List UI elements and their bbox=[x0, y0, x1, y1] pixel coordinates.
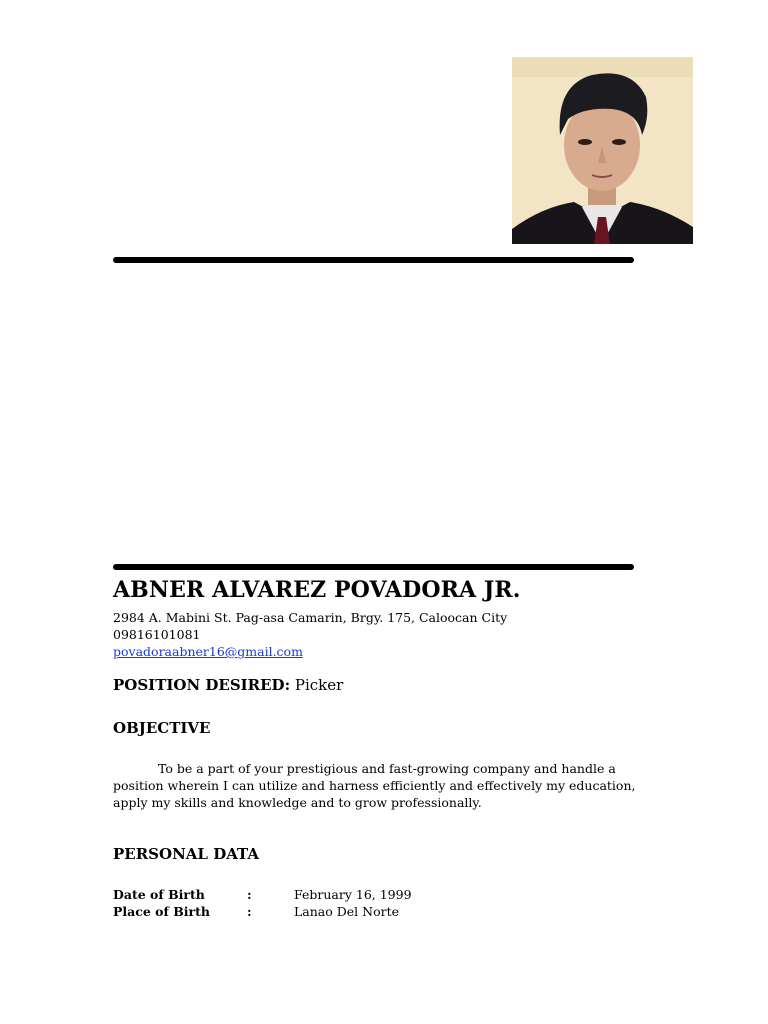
profile-photo bbox=[512, 57, 693, 244]
field-label: Date of Birth bbox=[113, 887, 205, 902]
objective-heading: OBJECTIVE bbox=[113, 719, 211, 737]
field-separator: : bbox=[247, 887, 252, 902]
field-value: Lanao Del Norte bbox=[294, 904, 400, 919]
field-value: February 16, 1999 bbox=[294, 887, 412, 902]
position-label: POSITION DESIRED: bbox=[113, 676, 291, 694]
field-label: Place of Birth bbox=[113, 904, 210, 919]
header-divider bbox=[113, 564, 634, 570]
contact-block bbox=[113, 609, 507, 660]
top-divider bbox=[113, 257, 634, 263]
phone-number: 09816101081 bbox=[113, 627, 201, 642]
position-value: Picker bbox=[294, 676, 344, 694]
field-separator: : bbox=[247, 904, 252, 919]
email-link[interactable]: povadoraabner16@gmail.com bbox=[113, 644, 303, 659]
personal-data-row bbox=[113, 886, 513, 903]
personal-data-heading: PERSONAL DATA bbox=[113, 845, 260, 863]
objective-text: To be a part of your prestigious and fast-growing company and handle a position wherein I can utilize and harness efficiently and effectively my education, apply my skills and knowledge and to grow professionally. bbox=[113, 761, 636, 810]
applicant-name: ABNER ALVAREZ POVADORA JR. bbox=[113, 577, 521, 603]
address: 2984 A. Mabini St. Pag-asa Camarin, Brgy. 175, Caloocan City bbox=[113, 610, 508, 625]
personal-data-row bbox=[113, 903, 513, 920]
position-desired bbox=[113, 676, 343, 694]
